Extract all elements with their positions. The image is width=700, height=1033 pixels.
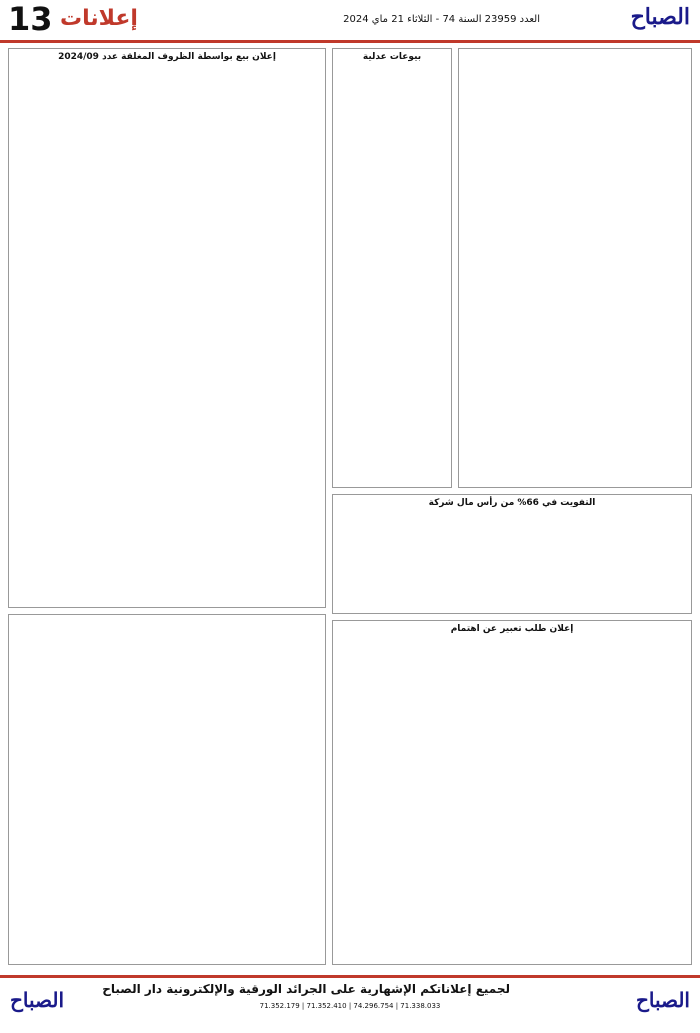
footer-banner	[0, 975, 700, 1033]
section-title: إعلانات	[60, 6, 138, 31]
ad-judicial-sales	[332, 48, 452, 488]
ad-sale-tender	[8, 48, 326, 608]
ad-expression-of-interest	[332, 620, 692, 965]
ad-title: بيوعات عدلية	[362, 52, 422, 62]
issue-line: العدد 23959 السنة 74 - الثلاثاء 21 ماي 2024	[343, 14, 540, 25]
footer-title: لجميع إعلاناتكم الإشهارية على الجرائد الورقية والإلكترونية دار الصباح	[102, 982, 510, 996]
ad-title: إعلان بيع بواسطة الظروف المغلقة عدد 2024/09	[58, 52, 276, 62]
footer-contacts: 71.352.179 | 71.352.410 | 74.296.754 | 71.338.033	[259, 1002, 441, 1010]
footer-logo-left: الصباح	[10, 988, 65, 1012]
footer-logo-right: الصباح	[635, 988, 690, 1012]
page-number: 13	[8, 0, 53, 38]
ad-title: التفويت في 66% من رأس مال شركة	[428, 498, 596, 508]
newspaper-logo: الصباح	[630, 4, 690, 30]
ad-title: إعلان طلب تعبير عن اهتمام	[450, 624, 574, 634]
ad-right-column	[458, 48, 692, 488]
ad-share-transfer	[332, 494, 692, 614]
masthead	[0, 0, 700, 43]
ad-continuation	[8, 614, 326, 965]
